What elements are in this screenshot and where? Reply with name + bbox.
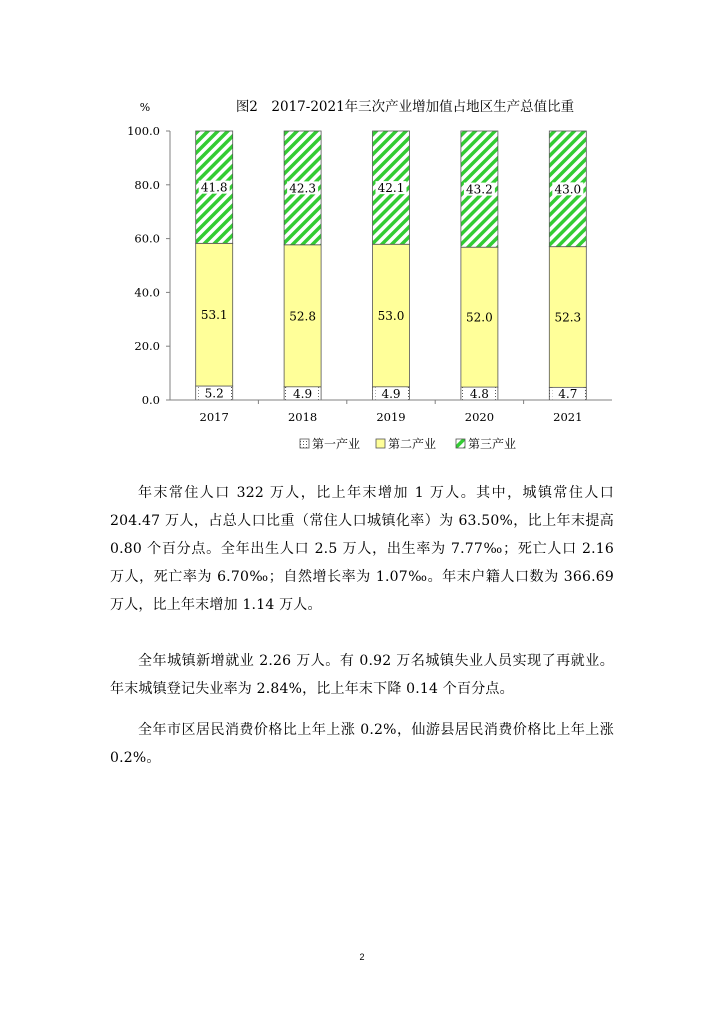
legend-swatch xyxy=(376,439,385,448)
data-label: 41.8 xyxy=(200,180,228,195)
chart-legend xyxy=(300,436,516,451)
data-label: 4.9 xyxy=(381,386,401,401)
x-tick-label: 2021 xyxy=(553,410,583,424)
data-label: 5.2 xyxy=(204,386,224,401)
y-tick-label: 100.0 xyxy=(127,124,160,138)
data-label: 4.9 xyxy=(293,386,313,401)
x-tick-label: 2019 xyxy=(376,410,406,424)
data-label: 53.0 xyxy=(377,309,405,324)
y-tick-label: 0.0 xyxy=(141,393,160,407)
legend-swatch xyxy=(456,439,465,448)
x-tick-label: 2017 xyxy=(199,410,229,424)
y-axis-unit-label: % xyxy=(139,101,151,114)
x-tick-label: 2018 xyxy=(287,410,318,424)
y-tick-label: 60.0 xyxy=(134,231,160,246)
paragraph-employment: 全年城镇新增就业 2.26 万人。有 0.92 万名城镇失业人员实现了再就业。年末城镇登记失业率为 2.84%，比上年末下降 0.14 个百分点。 xyxy=(110,653,614,697)
data-label: 53.1 xyxy=(200,308,228,323)
legend-label: 第二产业 xyxy=(388,437,437,451)
data-label: 52.0 xyxy=(466,310,493,325)
chart-title: 图2 2017-2021年三次产业增加值占地区生产总值比重 xyxy=(235,99,575,115)
data-label: 42.1 xyxy=(377,181,405,196)
data-label: 52.3 xyxy=(554,310,582,325)
data-label: 4.8 xyxy=(469,387,489,402)
legend-swatch xyxy=(300,439,309,448)
legend-label: 第三产业 xyxy=(468,437,517,451)
x-tick-label: 2020 xyxy=(464,410,495,424)
legend-label: 第一产业 xyxy=(312,437,361,451)
paragraph-consumer-prices: 全年市区居民消费价格比上年上涨 0.2%，仙游县居民消费价格比上年上涨 0.2%。 xyxy=(110,722,614,766)
y-tick-label: 20.0 xyxy=(134,339,160,354)
data-label: 42.3 xyxy=(289,181,316,196)
data-label: 4.7 xyxy=(558,387,578,402)
y-tick-label: 80.0 xyxy=(134,177,160,192)
y-tick-label: 40.0 xyxy=(134,285,160,300)
data-label: 43.2 xyxy=(466,182,493,197)
stacked-bar-chart xyxy=(0,0,724,470)
page-number: 2 xyxy=(359,952,365,962)
data-label: 52.8 xyxy=(289,309,316,324)
data-label: 43.0 xyxy=(554,182,582,197)
paragraph-population: 年末常住人口 322 万人，比上年末增加 1 万人。其中，城镇常住人口 204.47 万人，占总人口比重（常住人口城镇化率）为 63.50%，比上年末提高 0.80 个百分点。全年出生人口 2.5 万人，出生率为 7.77‰；死亡人口 2.16 万人，死亡率为 6.70‰；自然增长率为 1.07‰。年末户籍人口数为 366.69 万人，比上年末增加 1.14 万人。 xyxy=(110,485,614,613)
